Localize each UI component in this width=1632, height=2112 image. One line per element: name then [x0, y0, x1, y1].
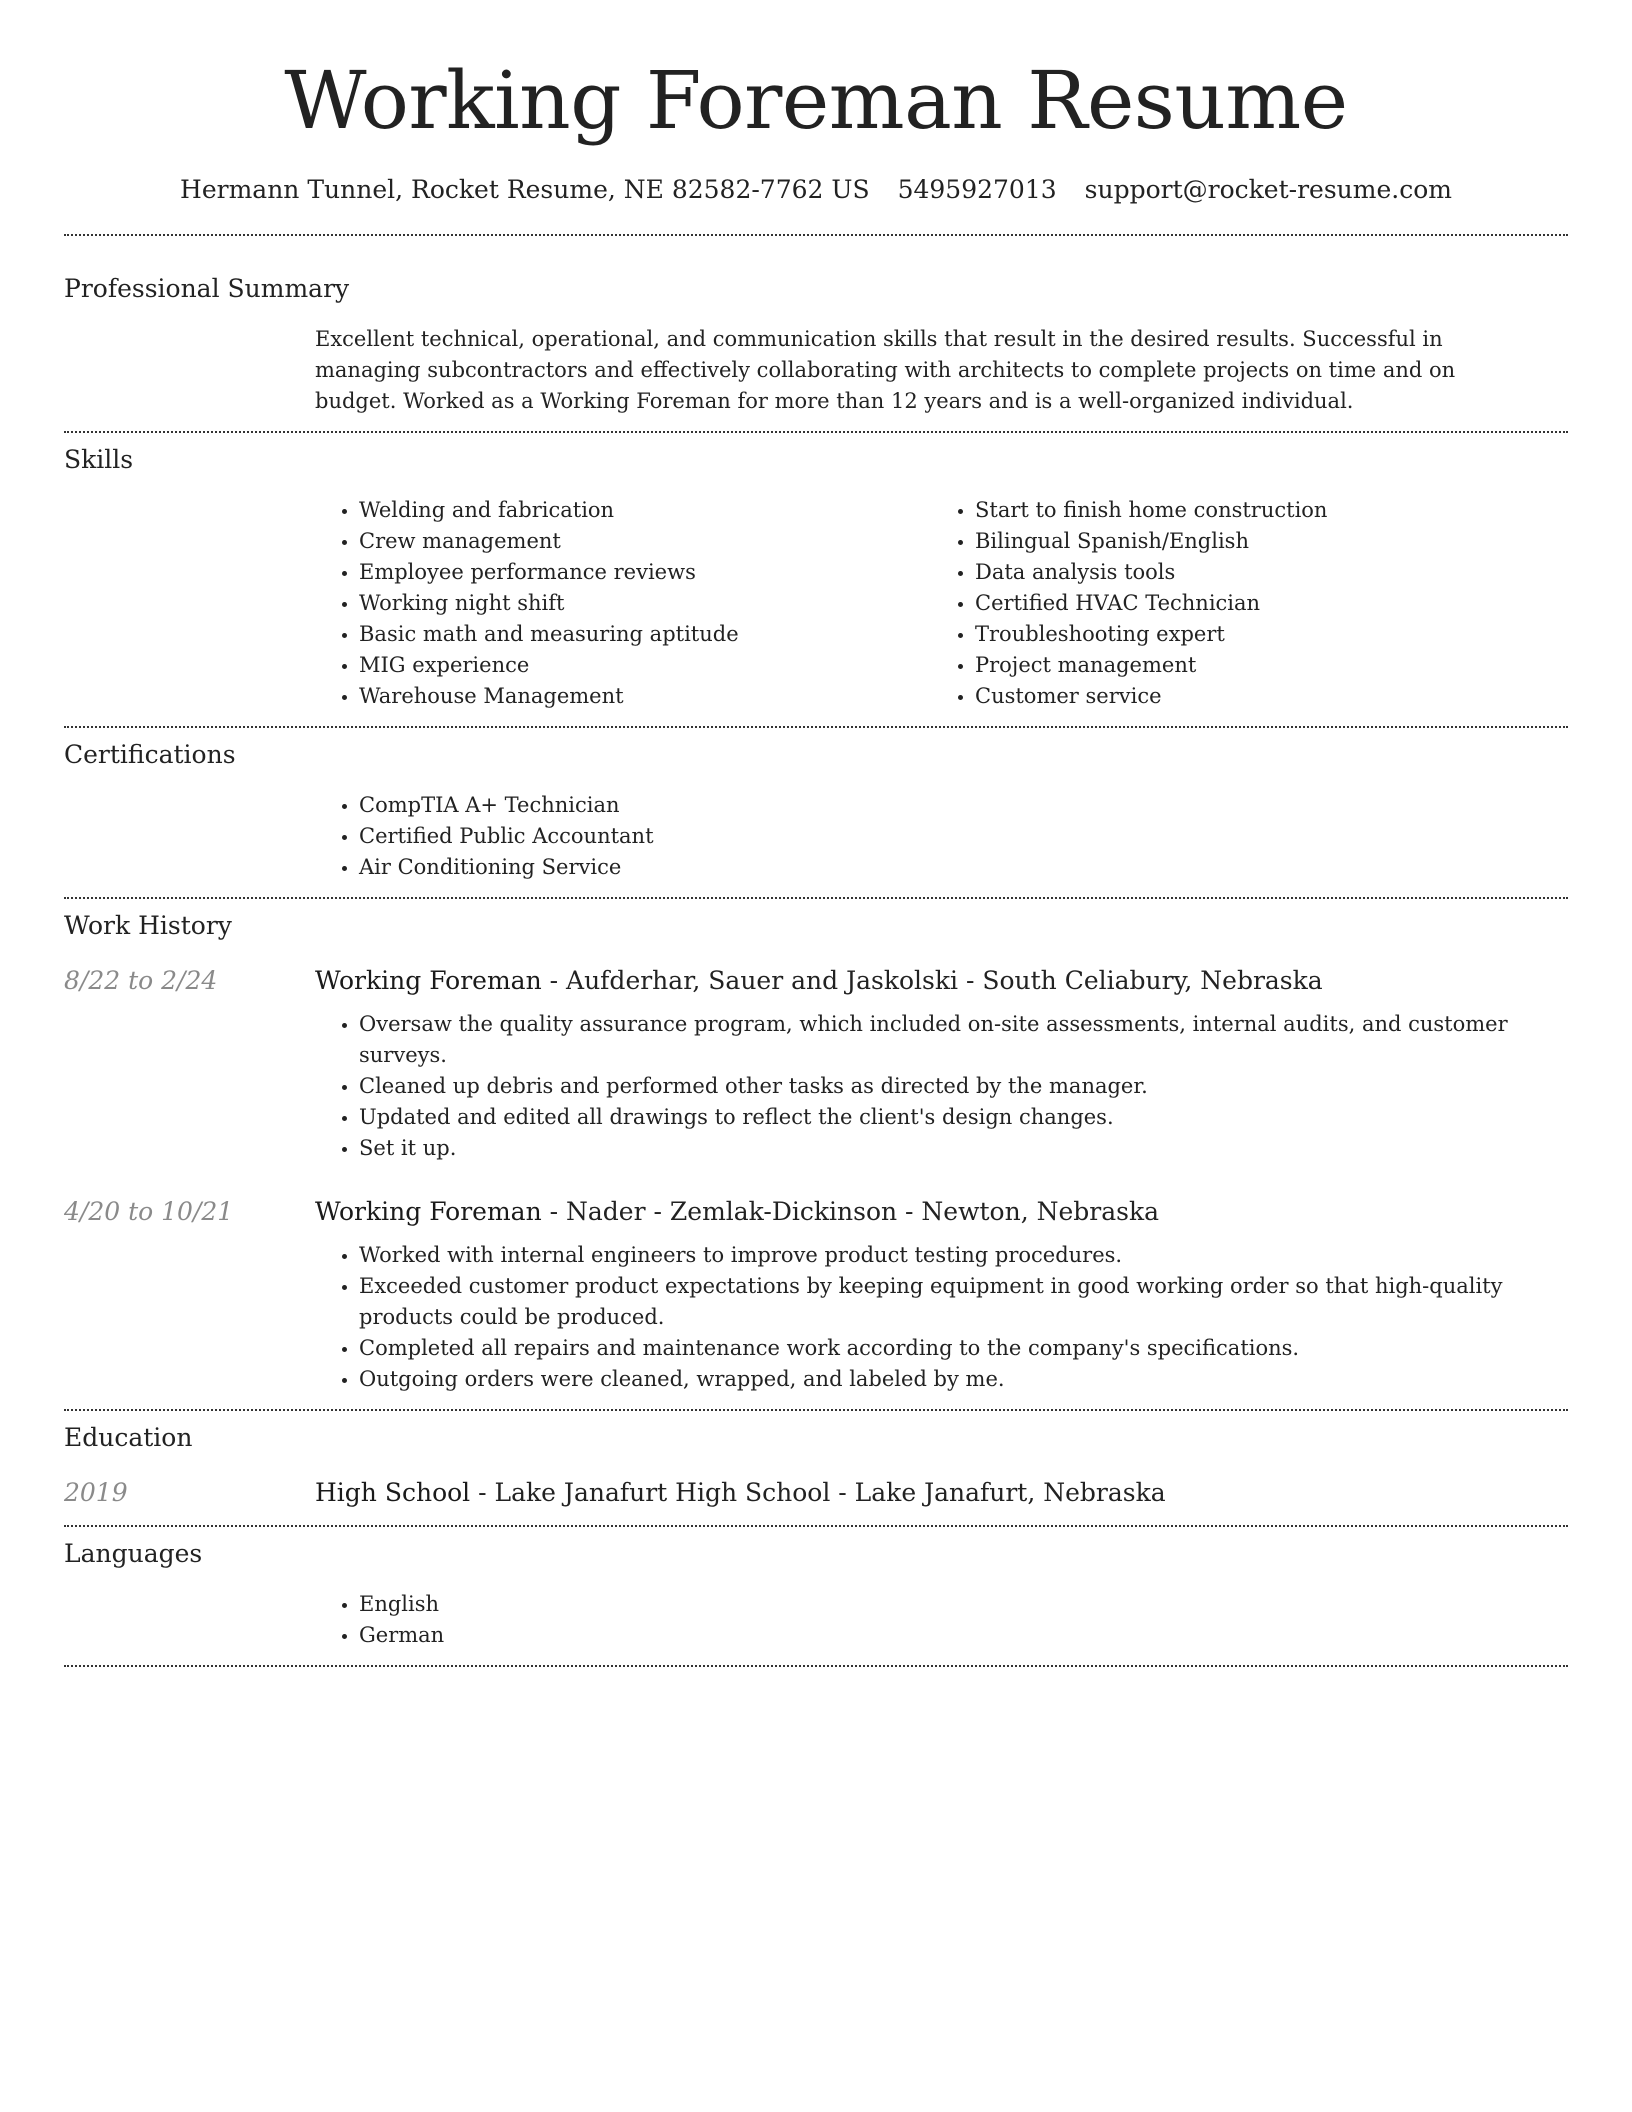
education-year: 2019 [64, 1478, 128, 1507]
list-item: • English [359, 1589, 1568, 1620]
list-item: • Data analysis tools [975, 557, 1547, 588]
list-item: • German [359, 1620, 1568, 1651]
job-dates: 8/22 to 2/24 [64, 966, 218, 995]
divider [64, 1665, 1568, 1667]
skills-grid [315, 495, 1568, 712]
list-item: • Employee performance reviews [359, 557, 931, 588]
list-item: • Updated and edited all drawings to reflect the client's design changes. [359, 1102, 1568, 1133]
job-role: Working Foreman [315, 1197, 542, 1226]
list-item: • Project management [975, 650, 1547, 681]
job-details: - Nader - Zemlak-Dickinson - Newton, Nebraska [541, 1197, 1160, 1226]
job-bullets [315, 1009, 1568, 1164]
contact-email: support@rocket-resume.com [1084, 175, 1452, 204]
list-item: • CompTIA A+ Technician [359, 790, 1568, 821]
list-item: • Worked with internal engineers to improve product testing procedures. [359, 1240, 1568, 1271]
list-item: • Working night shift [359, 588, 931, 619]
skills-heading: Skills [64, 445, 134, 474]
list-item: • Completed all repairs and maintenance work according to the company's specifications. [359, 1333, 1568, 1364]
list-item: • Certified Public Accountant [359, 821, 1568, 852]
certifications-list [315, 790, 1568, 883]
certifications-heading: Certifications [64, 740, 236, 769]
work-section [64, 899, 1568, 1395]
list-item: • Oversaw the quality assurance program, which included on-site assessments, internal audits, and customer surveys. [359, 1009, 1568, 1071]
contact-address: Hermann Tunnel, Rocket Resume, NE 82582-7762 US [180, 175, 870, 204]
list-item: • Certified HVAC Technician [975, 588, 1547, 619]
list-item: • Exceeded customer product expectations by keeping equipment in good working order so that high-quality products could be produced. [359, 1271, 1568, 1333]
list-item: • Welding and fabrication [359, 495, 931, 526]
job-entry [64, 1194, 1568, 1395]
list-item: • Outgoing orders were cleaned, wrapped, and labeled by me. [359, 1364, 1568, 1395]
certifications-content [315, 790, 1568, 883]
education-header [315, 1475, 1568, 1511]
resume-page [64, 0, 1568, 1667]
certifications-section [64, 728, 1568, 883]
job-entry [64, 963, 1568, 1164]
list-item: • Start to finish home construction [975, 495, 1547, 526]
resume-title: Working Foreman Resume [284, 54, 1348, 147]
skills-list-left [315, 495, 931, 712]
job-header [315, 963, 1568, 999]
languages-section [64, 1527, 1568, 1651]
languages-list [315, 1589, 1568, 1651]
summary-text: Excellent technical, operational, and communication skills that result in the desired results. Successful in managing subcontractors and effectively collaborating with architects to complete projects on time and on budget. Worked as a Working Foreman for more than 12 years and is a well-organized individual. [315, 327, 1456, 413]
list-item: • Crew management [359, 526, 931, 557]
job-details: - Aufderhar, Sauer and Jaskolski - South Celiabury, Nebraska [541, 966, 1323, 995]
job-bullet-list [315, 1240, 1568, 1395]
job-header [315, 1194, 1568, 1230]
languages-content [315, 1589, 1568, 1651]
work-heading: Work History [64, 911, 232, 940]
summary-heading: Professional Summary [64, 274, 350, 303]
job-bullet-list [315, 1009, 1568, 1164]
summary-section [64, 236, 1568, 417]
list-item: • Warehouse Management [359, 681, 931, 712]
education-heading: Education [64, 1423, 193, 1452]
list-item: • Basic math and measuring aptitude [359, 619, 931, 650]
education-details: - Lake Janafurt High School - Lake Janafurt, Nebraska [470, 1478, 1166, 1507]
education-degree: High School [315, 1478, 471, 1507]
list-item: • Troubleshooting expert [975, 619, 1547, 650]
list-item: • Customer service [975, 681, 1547, 712]
list-item: • Air Conditioning Service [359, 852, 1568, 883]
skills-list-right [931, 495, 1547, 712]
list-item: • Cleaned up debris and performed other tasks as directed by the manager. [359, 1071, 1568, 1102]
education-entry [64, 1475, 1568, 1511]
contact-line [64, 172, 1568, 208]
list-item: • Set it up. [359, 1133, 1568, 1164]
contact-phone: 5495927013 [897, 175, 1057, 204]
list-item: • MIG experience [359, 650, 931, 681]
job-bullets [315, 1240, 1568, 1395]
list-item: • Bilingual Spanish/English [975, 526, 1547, 557]
languages-heading: Languages [64, 1539, 203, 1568]
skills-section [64, 433, 1568, 712]
job-dates: 4/20 to 10/21 [64, 1197, 234, 1226]
job-role: Working Foreman [315, 966, 542, 995]
education-section [64, 1411, 1568, 1511]
